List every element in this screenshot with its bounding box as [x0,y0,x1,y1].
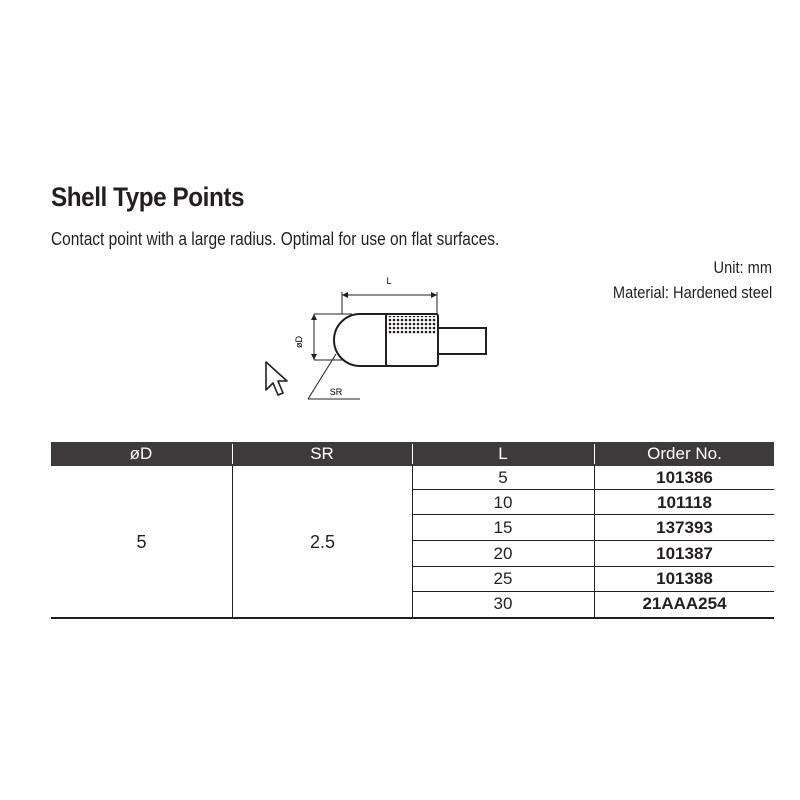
cell-diameter: 5 [136,532,147,552]
cell-length: 25 [493,569,513,588]
cell-order-no: 101118 [657,493,712,512]
cell-radius: 2.5 [309,532,336,552]
cell-length: 5 [498,468,508,487]
cell-order-no: 21AAA254 [642,594,727,613]
cell-order-no: 101386 [656,468,713,487]
dim-diameter-label: øD [294,336,304,348]
material-spec: Material: Hardened steel [612,283,772,302]
header-radius: SR [310,444,334,463]
cell-length: 10 [493,493,513,512]
page-title: Shell Type Points [51,182,245,212]
cell-length: 15 [493,518,513,537]
table-bottom-border [51,617,774,619]
page-subtitle: Contact point with a large radius. Optimal for use on flat surfaces. [51,229,500,249]
cell-length: 20 [493,544,513,563]
cell-order-no: 101387 [656,544,713,563]
row-divider [412,540,774,541]
cell-order-no: 101388 [656,569,713,588]
unit-spec: Unit: mm [713,258,772,277]
mouse-pointer-icon [263,360,293,400]
shell-point-diagram [260,270,510,410]
dim-length-label: L [386,276,392,286]
cell-order-no: 137393 [656,518,713,537]
header-order-no: Order No. [647,444,722,463]
table-header [51,442,774,466]
cell-length: 30 [493,594,513,613]
header-diameter: øD [129,444,153,463]
header-length: L [498,444,508,463]
dim-radius-label: SR [329,387,343,397]
